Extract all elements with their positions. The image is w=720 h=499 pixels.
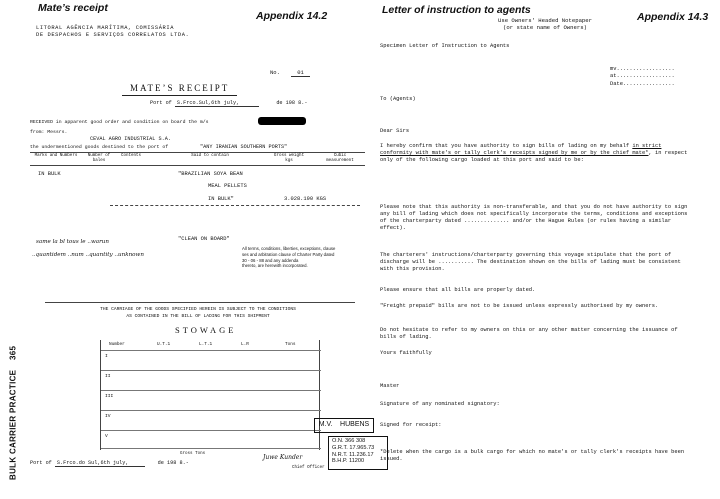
stowage-col-header: Number (109, 342, 125, 347)
mates-receipt-form (30, 20, 375, 490)
hold-number: V (105, 434, 108, 439)
divider (30, 152, 365, 153)
footer-port-label: Port of (30, 460, 52, 466)
date-line: Date................ (610, 80, 675, 87)
receipt-no-value: 01 (291, 69, 310, 77)
stowage-col-header: Tons (285, 342, 296, 347)
para1-text: I hereby confirm that you have authority to sign bills of lading on my behalf (380, 143, 633, 149)
stowage-col-header: L.T.1 (199, 342, 213, 347)
running-head-text: BULK CARRIER PRACTICE (8, 369, 18, 480)
right-title: Letter of instruction to agents (382, 4, 531, 16)
port-value: S.Frco.Sul,6th july, (175, 100, 259, 107)
stowage-col-header: U.T.1 (157, 342, 171, 347)
freight-prepaid-paragraph: "Freight prepaid" bills are not to be issued unless expressly authorised by my owners. (380, 303, 659, 309)
salutation: Dear Sirs (380, 128, 410, 134)
master-signature: Master (380, 383, 400, 389)
stamp-text: HUBENS (340, 421, 370, 429)
chief-officer-label: Chief Officer (292, 466, 325, 470)
receipt-no-label: No. (270, 69, 280, 76)
stamp-line: O.N. 366 308 (332, 438, 366, 444)
destination-value: "ANY IRANIAN SOUTHERN PORTS" (200, 144, 288, 150)
vessel-date-block (610, 66, 675, 88)
stamp-line: G.R.T. 17.965.73 (332, 444, 375, 451)
charter-line: All terms, conditions, liberties, exceptions, clause (242, 246, 336, 251)
discharge-port-paragraph: The charterers' instructions/charterparty governing this voyage stipulate that the port of discharge will be ........... The destination shown on the bills of lading must be consistent with this provision. (380, 252, 681, 272)
letter-of-instruction (380, 16, 715, 491)
port-label: Port of (150, 100, 172, 106)
footer-port-line (30, 460, 189, 466)
page-number: 365 (8, 345, 18, 360)
col-header: Marks and Numbers (34, 154, 78, 158)
agency-line: DE DESPACHOS E SERVIÇOS CORRELATOS LTDA. (36, 31, 190, 38)
specimen-heading: Specimen Letter of Instruction to Agents (380, 43, 510, 49)
form-title: MATE’S RECEIPT (130, 83, 230, 93)
stamp-text: M.V. (318, 421, 333, 429)
row-line (101, 410, 321, 411)
footer-port-value: S.Frco.do Sul,6th july, (55, 460, 145, 467)
row-line (101, 390, 321, 391)
divider (30, 165, 365, 166)
vessel-stamp (314, 418, 374, 433)
stowage-col-header: L.R (241, 342, 249, 347)
row-line (101, 350, 321, 351)
right-appendix: Appendix 14.3 (637, 11, 709, 23)
hold-number: II (105, 374, 111, 379)
col-header: Cubic measurement (326, 154, 354, 164)
receipt-number (270, 70, 310, 77)
charter-line: thereto, are herewith incorporated. (242, 263, 308, 269)
clean-on-board: "CLEAN ON BOARD" (178, 236, 230, 242)
stamp-line: B.H.P. 11200 (332, 458, 365, 465)
year-value: 8.- (298, 100, 308, 106)
row-line (101, 370, 321, 371)
carriage-line: THE CARRIAGE OF THE GOODS SPECIFIED HEREIN IS SUBJECT TO THE CONDITIONS (100, 307, 296, 312)
notepaper-line: (or state name of Owners) (503, 24, 587, 32)
chief-officer-signature: Juwe Kunder (263, 454, 303, 461)
left-appendix: Appendix 14.2 (256, 10, 328, 22)
para1-text: , in respect only of the following cargo loaded at this port and said to be: (380, 149, 688, 163)
date-line: mv.................. (610, 66, 675, 72)
col-header: Contents (120, 154, 142, 158)
col-header: Said to contain (191, 154, 229, 158)
handwritten-note: ..quantidem ..num ..quantity ..unknown (32, 252, 144, 258)
para1-underlined: in strict conformity with mate's or tally clerk's receipts signed by me or by the chief mate* (380, 143, 662, 156)
left-title: Mate’s receipt (38, 2, 108, 14)
destination-label: the undermentioned goods destined to the port of (30, 145, 169, 150)
stowage-title: STOWAGE (175, 325, 237, 335)
footnote: *Delete when the cargo is a bulk cargo for which no mate's or tally clerk's receipts have been issued. (380, 449, 685, 462)
hold-number: IV (105, 414, 111, 419)
row-line (101, 430, 321, 431)
date-line: at.................. (610, 73, 675, 80)
redaction-mark (258, 117, 306, 125)
hold-number: I (105, 354, 108, 359)
hold-number: III (105, 394, 114, 399)
notepaper-line: Use Owners' Headed Notepaper (498, 17, 592, 24)
cargo-weight: 3.028.190 KGS (284, 196, 327, 202)
agency-header (36, 25, 189, 39)
dated-paragraph: Please ensure that all bills are properly dated. (380, 287, 536, 293)
notepaper-note (465, 17, 625, 32)
stowage-table (100, 340, 320, 450)
cargo-description: "BRAZILIAN SOYA BEAN (178, 171, 243, 177)
cargo-description: MEAL PELLETS (208, 183, 247, 189)
footer-year-value: 8.- (179, 460, 189, 466)
year-label: de 198 (276, 100, 295, 106)
carriage-line: AS CONTAINED IN THE BILL OF LADING FOR THIS SHIPMENT (126, 313, 270, 319)
vessel-details-stamp (328, 436, 388, 470)
row-line (101, 448, 321, 449)
divider (110, 205, 360, 206)
divider (45, 302, 355, 303)
shipper-name: CEVAL AGRO INDUSTRIAL S.A. (90, 136, 171, 142)
addressee: To (Agents) (380, 96, 416, 102)
charter-line: 30 - 06 - 88 and any addenda (242, 257, 299, 263)
port-line (150, 100, 307, 106)
received-line: RECEIVED in apparent good order and condition on board the m/s (30, 120, 209, 125)
charter-line: ses and arbitration clause of Charter Party dated (242, 251, 335, 257)
footer-year-label: de 198 (157, 460, 177, 466)
col-header: Number of bales (87, 154, 111, 164)
authority-paragraph (380, 143, 692, 164)
signed-for-receipt: Signed for receipt: (380, 422, 442, 428)
gross-tons-label: Gross Tons (180, 452, 206, 456)
stamp-line: N.R.T. 11.236.17 (332, 451, 374, 458)
running-head (6, 300, 20, 480)
col-header: Gross weight kgs (273, 154, 305, 164)
closing: Yours faithfully (380, 350, 432, 356)
agency-line: LITORAL AGÊNCIA MARÍTIMA, COMISSÁRIA (36, 25, 175, 31)
refer-paragraph: Do not hesitate to refer to my owners on this or any other matter concerning the issuance of bills of lading. (380, 327, 678, 340)
from-label: from: Messrs. (30, 130, 68, 135)
non-transferable-paragraph: Please note that this authority is non-transferable, and that you do not have authority to sign any bill of lading which does not specifically incorporate the terms, conditions and exceptions of the charterparty dated .............. and/or the Hague Rules (or rules having a similar effect). (380, 204, 688, 231)
cargo-marks: IN BULK (38, 171, 61, 177)
charter-party-clause (242, 246, 362, 269)
nominated-signatory: Signature of any nominated signatory: (380, 401, 500, 407)
carriage-conditions (48, 307, 348, 321)
cargo-description: IN BULK" (208, 196, 234, 202)
handwritten-note: same la bl tous le ..warun (36, 239, 109, 245)
